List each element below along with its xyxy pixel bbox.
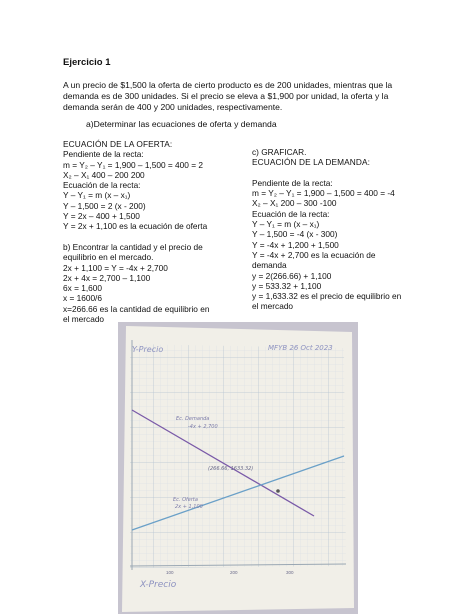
demand-line: X₂ – X₁ 200 – 300 -100 <box>252 198 337 209</box>
grid-area <box>130 344 346 568</box>
task-c-line: c) GRAFICAR. <box>252 147 307 157</box>
offer-line: Y = 2x – 400 + 1,500 <box>63 211 140 222</box>
task-b-line: 2x + 4x = 2,700 – 1,100 <box>63 272 151 283</box>
task-a: a)Determinar las ecuaciones de oferta y demanda <box>86 119 277 129</box>
demand-line: y = 1,633.32 es el precio de equilibrio en <box>252 291 402 302</box>
left-column <box>63 139 253 324</box>
task-b-line: el mercado <box>63 314 105 325</box>
equilibrium-point <box>276 489 280 493</box>
demand-line: demanda <box>252 260 287 271</box>
offer-line: Ecuación de la recta: <box>63 180 141 191</box>
right-column <box>252 147 452 312</box>
intersection-label: (266.66, 1633.32) <box>208 466 254 472</box>
x-tick-label: 200 <box>230 570 238 575</box>
date-note: MFYB 26 Oct 2023 <box>268 344 333 352</box>
demand-label: Ec. Demanda <box>176 416 210 422</box>
demand-line: el mercado <box>252 301 294 312</box>
demand-line: Ecuación de la recta: <box>252 208 330 219</box>
demand-line: y = 533.32 + 1,100 <box>252 280 322 291</box>
offer-line: m = Y₂ – Y₁ = 1,900 – 1,500 = 400 = 2 <box>63 159 203 170</box>
task-b-line: x = 1600/6 <box>63 293 102 304</box>
task-b-line: equilibrio en el mercado. <box>63 252 154 263</box>
offer-line: Y = 2x + 1,100 es la ecuación de oferta <box>63 221 208 232</box>
offer-label-eq: 2x + 1,100 <box>175 504 203 510</box>
offer-line: Y – 1,500 = 2 (x - 200) <box>63 200 146 211</box>
x-tick-label: 300 <box>286 570 294 575</box>
demand-line: y = 2(266.66) + 1,100 <box>252 270 332 281</box>
offer-equation-title: ECUACIÓN DE LA OFERTA: <box>63 139 173 149</box>
demand-label-eq: -4x + 2,700 <box>188 424 218 430</box>
task-b-line: b) Encontrar la cantidad y el precio de <box>63 241 203 252</box>
demand-line: m = Y₂ – Y₁ = 1,900 – 1,500 = 400 = -4 <box>252 188 395 199</box>
demand-equation-title: ECUACIÓN DE LA DEMANDA: <box>252 157 371 168</box>
exercise-heading: Ejercicio 1 <box>63 57 111 68</box>
demand-line: Y – Y₁ = m (x – x₁) <box>252 219 320 230</box>
offer-line: Y – Y₁ = m (x – x₁) <box>63 190 131 201</box>
x-tick-label: 100 <box>166 570 174 575</box>
task-b-line: 6x = 1,600 <box>63 283 102 294</box>
y-axis-label: Y-Precio <box>132 345 164 354</box>
task-b-line: 2x + 1,100 = Y = -4x + 2,700 <box>63 262 168 273</box>
offer-line: Pendiente de la recta: <box>63 149 144 160</box>
demand-line: Pendiente de la recta: <box>252 177 333 188</box>
demand-line: Y = -4x + 2,700 es la ecuación de <box>252 249 376 260</box>
demand-line: Y – 1,500 = -4 (x - 300) <box>252 229 338 240</box>
graph-paper <box>118 322 358 614</box>
graph-photo <box>118 322 358 614</box>
task-b-line: x=266.66 es la cantidad de equilibrio en <box>63 303 210 314</box>
x-axis-label: X-Precio <box>140 580 177 590</box>
problem-statement: A un precio de $1,500 la oferta de cierto producto es de 200 unidades, mientras que la demanda es de 300 unidades. Si el precio se eleva a $1,900 por unidad, la oferta y la demanda serán de 400 y 200 unidades, respectivamente. <box>63 80 393 112</box>
offer-line: X₂ – X₁ 400 – 200 200 <box>63 169 145 180</box>
offer-label: Ec. Oferta <box>173 497 198 503</box>
demand-line: Y = -4x + 1,200 + 1,500 <box>252 239 339 250</box>
